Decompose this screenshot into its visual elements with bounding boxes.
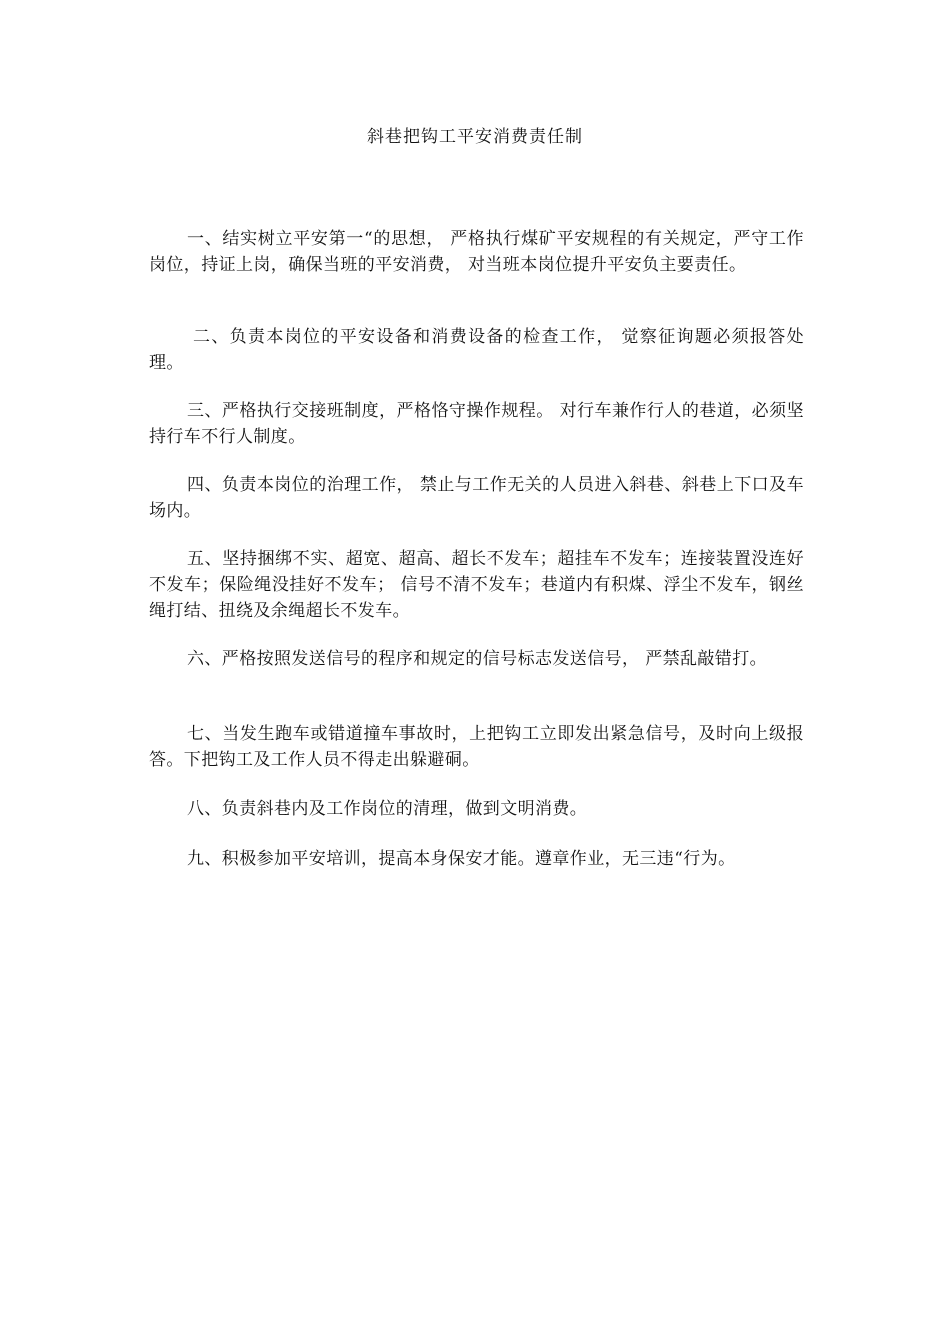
clause-6: 六、严格按照发送信号的程序和规定的信号标志发送信号， 严禁乱敲错打。	[187, 649, 768, 669]
clause-4: 四、负责本岗位的治理工作， 禁止与工作无关的人员进入斜巷、斜巷上下口及车场内。	[149, 475, 804, 521]
clause-2: 二、负责本岗位的平安设备和消费设备的检查工作， 觉察征询题必须报答处理。	[149, 327, 804, 373]
clause-8: 八、负责斜巷内及工作岗位的清理，做到文明消费。	[187, 799, 588, 819]
document-title: 斜巷把钩工平安消费责任制	[367, 127, 583, 147]
clause-5: 五、坚持捆绑不实、超宽、超高、超长不发车；超挂车不发车；连接装置没连好不发车；保险绳没挂好不发车； 信号不清不发车；巷道内有积煤、浮尘不发车，钢丝绳打结、扭绕及余绳超长不发车。	[149, 549, 804, 621]
clause-3: 三、严格执行交接班制度，严格恪守操作规程。 对行车兼作行人的巷道，必须坚持行车不行人制度。	[149, 401, 804, 447]
clause-9: 九、积极参加平安培训，提高本身保安才能。遵章作业，无三违“行为。	[187, 849, 736, 869]
clause-7: 七、当发生跑车或错道撞车事故时，上把钩工立即发出紧急信号，及时向上级报答。下把钩工及工作人员不得走出躲避硐。	[149, 724, 804, 770]
clause-1: 一、结实树立平安第一“的思想， 严格执行煤矿平安规程的有关规定，严守工作岗位，持证上岗，确保当班的平安消费， 对当班本岗位提升平安负主要责任。	[149, 229, 804, 275]
